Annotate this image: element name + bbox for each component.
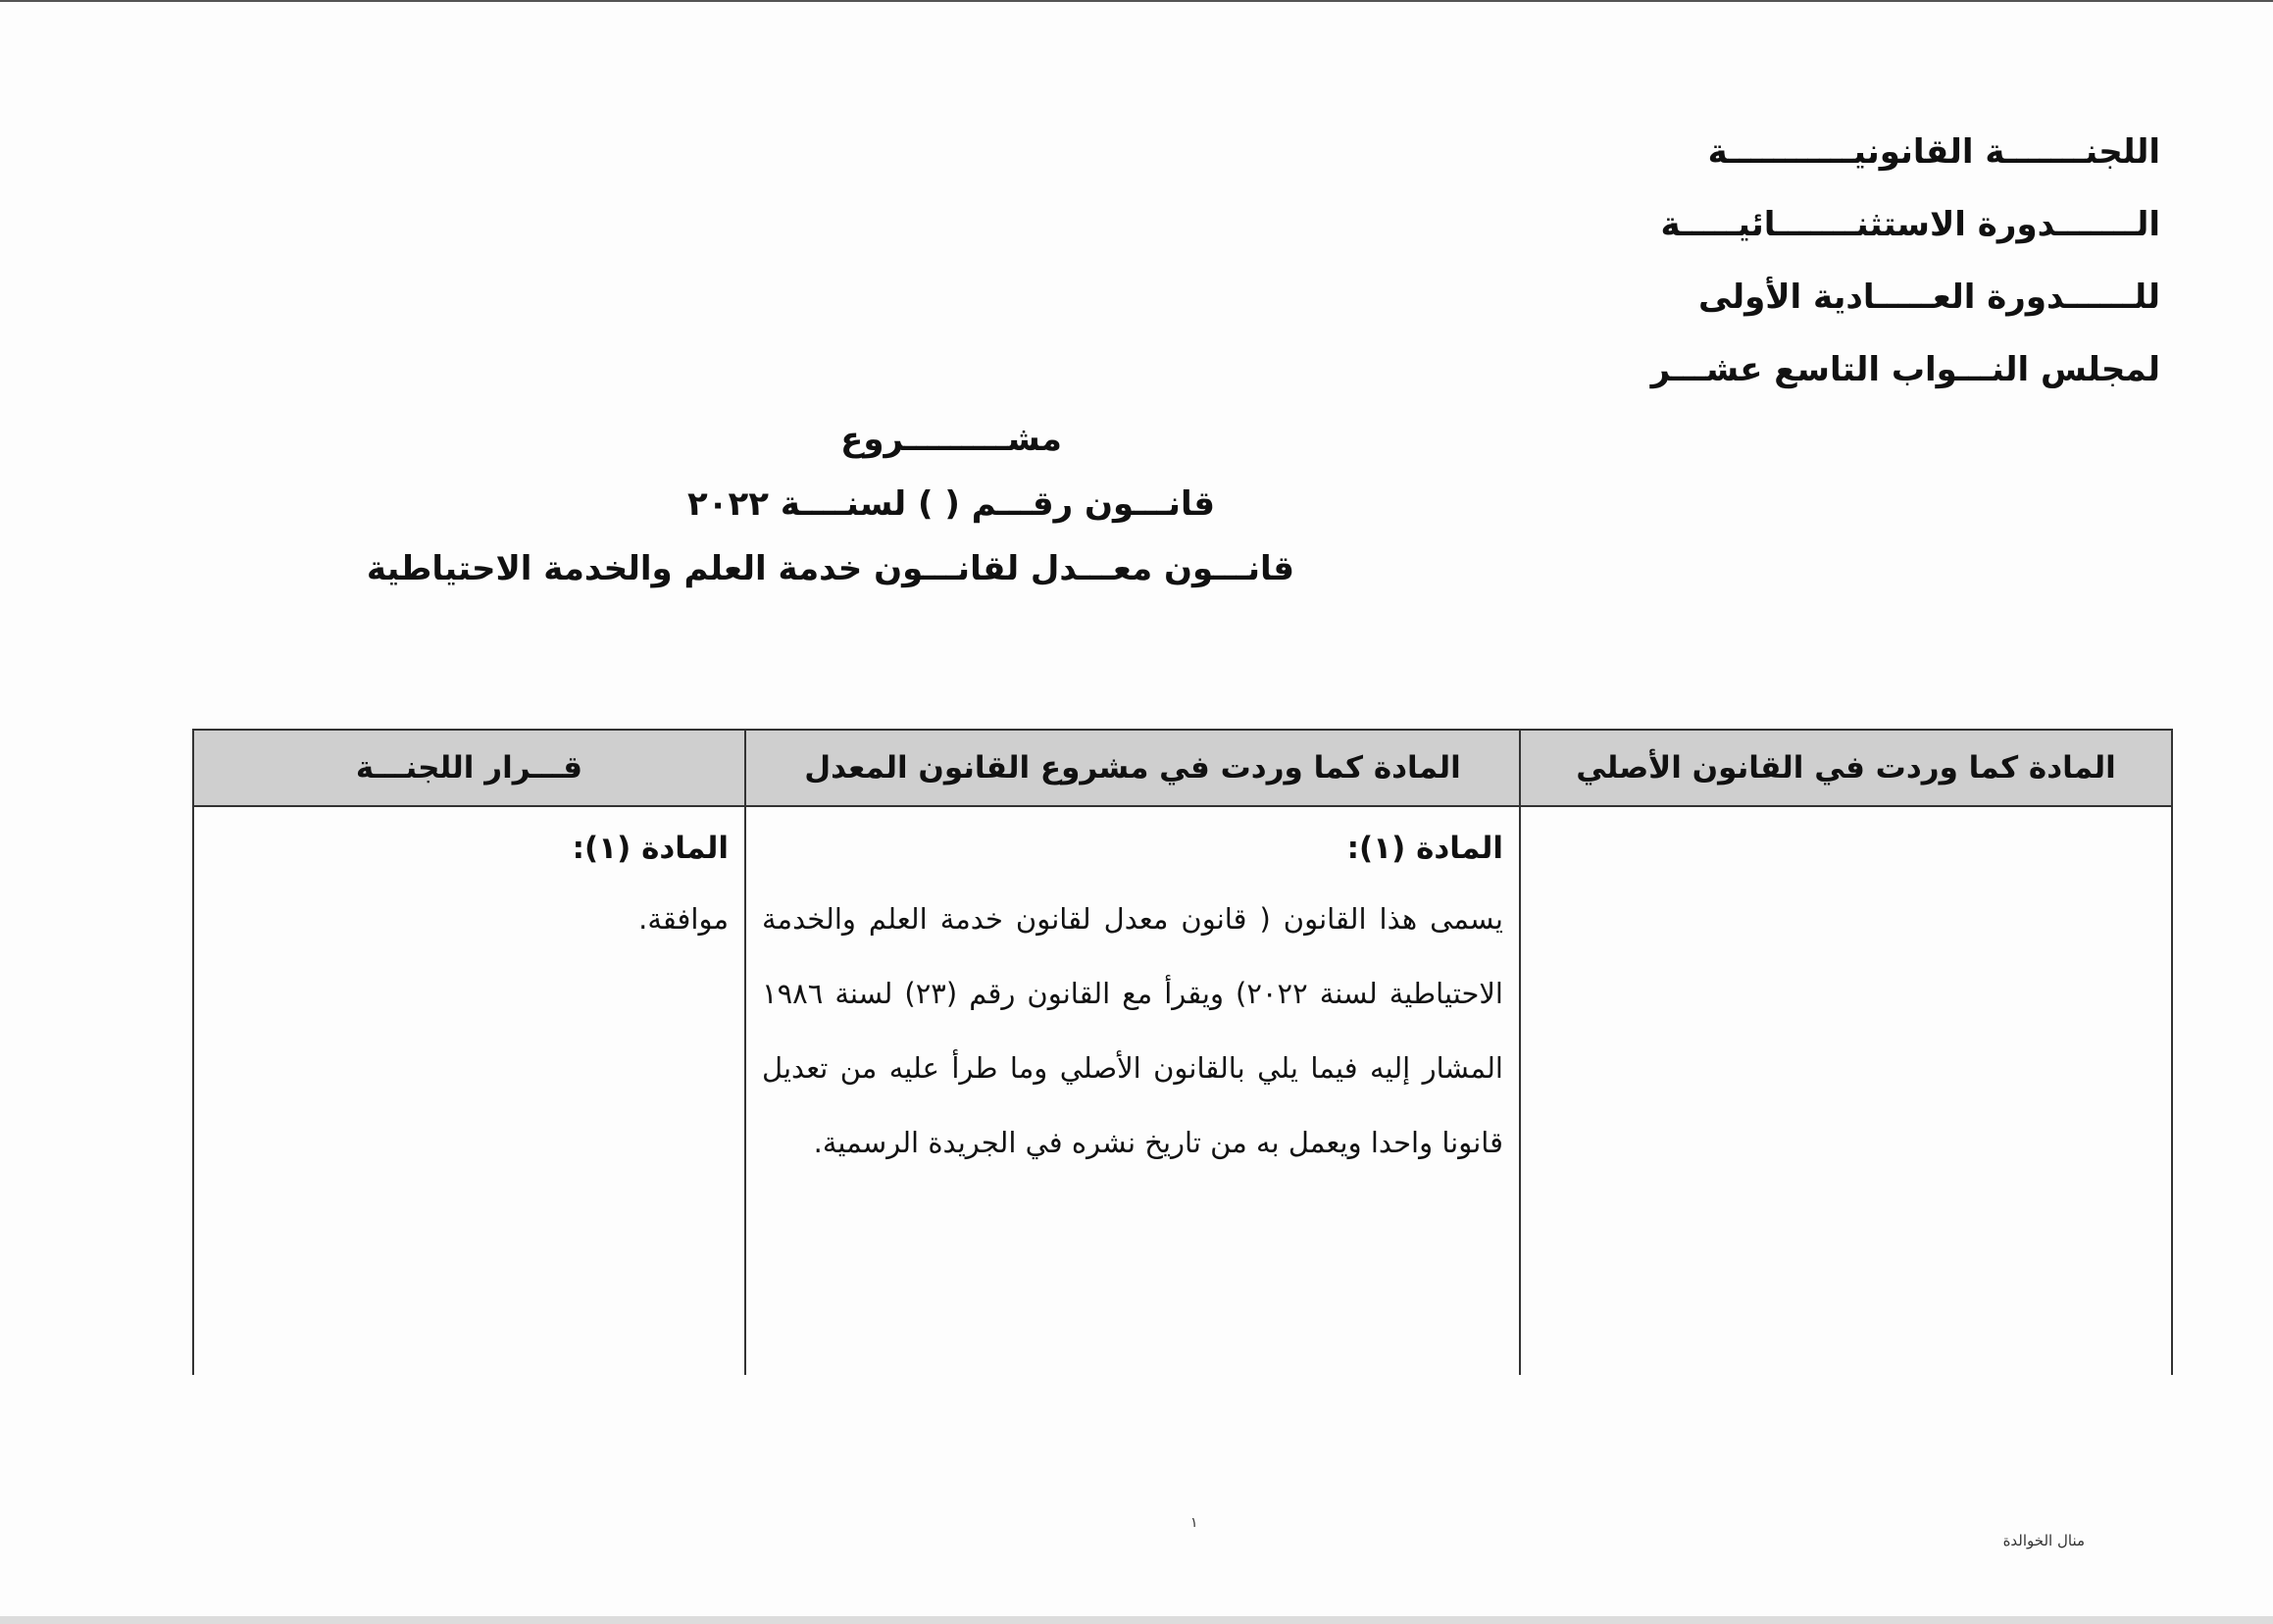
table-header-row (193, 730, 2172, 806)
cell-committee-decision (193, 806, 745, 1375)
title-draft: مشـــــــــروع (840, 420, 1062, 459)
amended-article-body: يسمى هذا القانون ( قانون معدل لقانون خدمة العلم والخدمة الاحتياطية لسنة ٢٠٢٢) ويقرأ مع القانون رقم (٢٣) لسنة ١٩٨٦ المشار إليه فيما يلي بالقانون الأصلي وما طرأ عليه من تعديل قانونا واحدا ويعمل به من تاريخ نشره في الجريدة الرسمية. (762, 902, 1503, 1159)
header-line-committee: اللجنـــــــة القانونيـــــــــــة (1707, 132, 2160, 172)
decision-body: موافقة. (638, 902, 729, 936)
page-number: ١ (1190, 1515, 1198, 1531)
comparison-table (192, 729, 2173, 1375)
cell-amended-law (745, 806, 1520, 1375)
cell-original-law (1520, 806, 2172, 1375)
top-border-line (0, 0, 2273, 2)
decision-article-title: المادة (١): (572, 831, 729, 866)
title-law-number: قانـــون رقـــم ( ) لسنــــة ٢٠٢٢ (687, 484, 1215, 524)
document-title (366, 407, 1294, 601)
committee-header (1651, 116, 2160, 406)
amended-article-title: المادة (١): (1346, 831, 1503, 866)
title-law-name: قانـــون معـــدل لقانـــون خدمة العلم والخدمة الاحتياطية (366, 549, 1294, 588)
table-row (193, 806, 2172, 1375)
header-original-law: المادة كما وردت في القانون الأصلي (1520, 730, 2172, 806)
header-line-session: الـــــــدورة الاستثنـــــــائيـــــة (1660, 205, 2160, 244)
header-line-parliament: لمجلس النـــواب التاسع عشـــر (1650, 350, 2160, 389)
typist-initials: منال الخوالدة (2002, 1532, 2085, 1549)
header-line-ordinary-session: للــــــدورة العـــــادية الأولى (1697, 278, 2160, 317)
bottom-scan-edge (0, 1616, 2273, 1624)
header-amended-law: المادة كما وردت في مشروع القانون المعدل (745, 730, 1520, 806)
header-committee-decision: قـــرار اللجنـــة (193, 730, 745, 806)
